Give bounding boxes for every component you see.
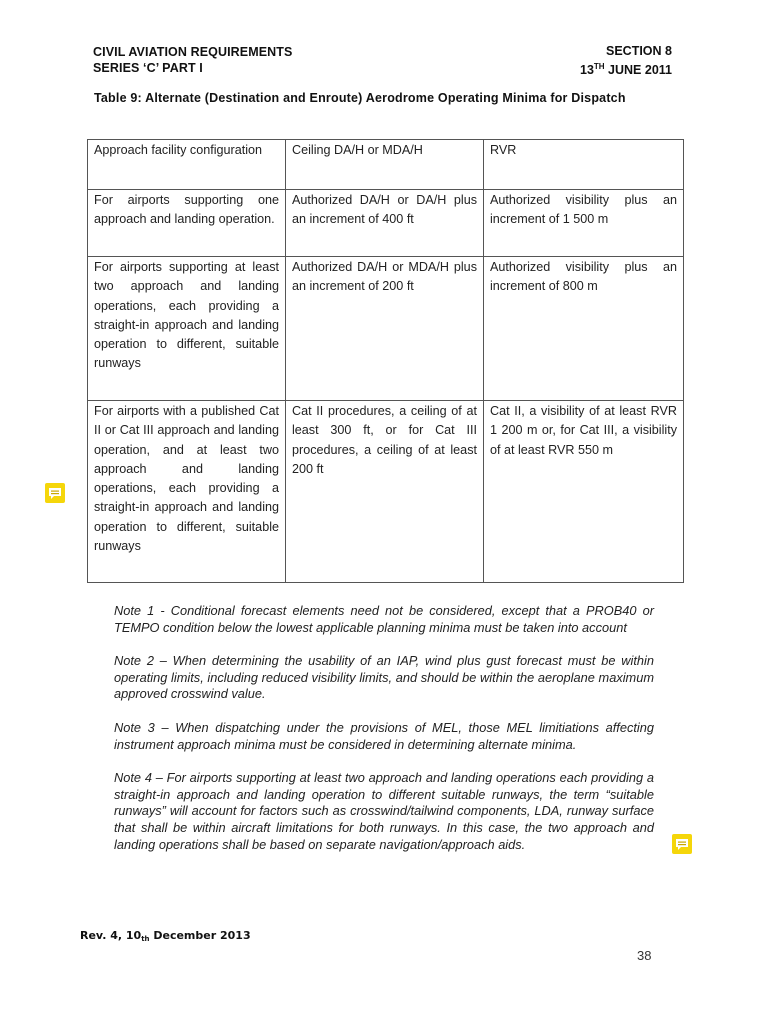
page-number: 38	[637, 948, 652, 963]
document-header-right	[580, 43, 672, 78]
table-cell: For airports with a published Cat II or Cat III approach and landing operation, and at least two approach and landing operations, each providing a straight-in approach and landing operation to different, suitable runways	[88, 401, 286, 583]
table-cell: Cat II, a visibility of at least RVR 1 200 m or, for Cat III, a visibility of at least RVR 550 m	[484, 401, 684, 583]
header-date-day: 13	[580, 63, 594, 77]
note-4: Note 4 – For airports supporting at least two approach and landing operations each providing a straight-in approach and landing operation to different suitable runways, the term “suitable runways” will account for factors such as crosswind/tailwind components, LDA, runway surface that shall be within aircraft limitations for both runways. In this case, the two approach and landing operations shall be based on separate navigation/approach aids.	[114, 770, 654, 852]
document-header-left	[93, 44, 292, 76]
header-title: CIVIL AVIATION REQUIREMENTS	[93, 45, 293, 59]
table-header-row	[88, 140, 684, 190]
rev-rest: December 2013	[149, 929, 251, 942]
note-2: Note 2 – When determining the usability of an IAP, wind plus gust forecast must be within operating limits, including reduced visibility limits, and should be within the aeroplane maximum approved crosswind value.	[114, 653, 654, 702]
table-cell: Authorized visibility plus an increment of 1 500 m	[484, 190, 684, 257]
table-cell: Authorized DA/H or MDA/H plus an increment of 200 ft	[286, 257, 484, 401]
table-cell: Authorized DA/H or DA/H plus an increment of 400 ft	[286, 190, 484, 257]
table-row	[88, 401, 684, 583]
header-date-sup: TH	[593, 62, 605, 71]
header-section: SECTION 8	[606, 44, 672, 58]
header-series: SERIES ‘C’ PART I	[93, 61, 203, 75]
note-1: Note 1 - Conditional forecast elements need not be considered, except that a PROB40 or TEMPO condition below the lowest applicable planning minima must be taken into account	[114, 603, 654, 635]
table-row	[88, 190, 684, 257]
table-row	[88, 257, 684, 401]
table-cell: For airports supporting one approach and landing operation.	[88, 190, 286, 257]
note-3: Note 3 – When dispatching under the provisions of MEL, those MEL limitiations affecting instrument approach minima must be considered in determining alternate minima.	[114, 719, 654, 752]
comment-icon[interactable]	[672, 834, 692, 854]
minima-table	[87, 139, 684, 583]
table-cell: For airports supporting at least two approach and landing operations, each providing a straight-in approach and landing operation to different, suitable runways	[88, 257, 286, 401]
table-cell: Cat II procedures, a ceiling of at least 300 ft, or for Cat III procedures, a ceiling of at least 200 ft	[286, 401, 484, 583]
revision-footer	[80, 929, 251, 943]
table-cell: Authorized visibility plus an increment of 800 m	[484, 257, 684, 401]
rev-prefix: Rev. 4, 10	[80, 929, 142, 942]
table-cell: RVR	[484, 140, 684, 190]
table-caption: Table 9: Alternate (Destination and Enroute) Aerodrome Operating Minima for Dispatch	[94, 91, 626, 105]
comment-icon[interactable]	[45, 483, 65, 503]
header-date	[580, 59, 672, 78]
notes-section	[114, 603, 654, 870]
table-cell: Approach facility configuration	[88, 140, 286, 190]
table-cell: Ceiling DA/H or MDA/H	[286, 140, 484, 190]
rev-sub: th	[141, 935, 150, 943]
header-date-rest: JUNE 2011	[604, 63, 672, 77]
